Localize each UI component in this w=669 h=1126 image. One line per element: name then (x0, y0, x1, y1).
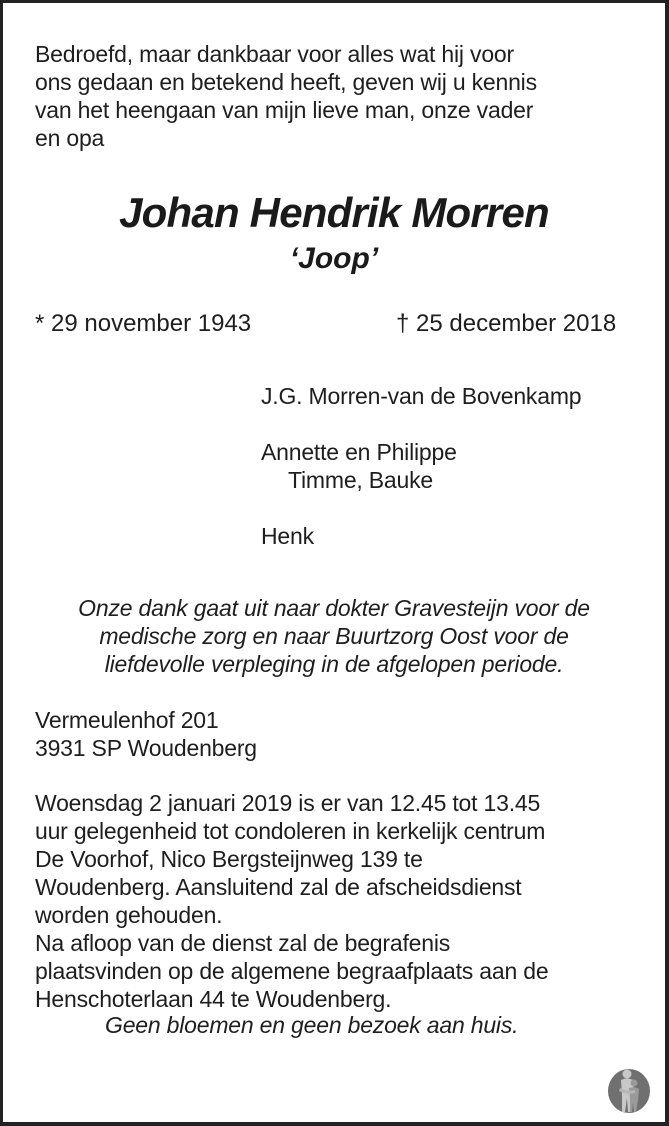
deceased-nickname: ‘Joop’ (289, 242, 379, 275)
family-grandchildren: Timme, Bauke (288, 467, 434, 493)
family-spouse: J.G. Morren-van de Bovenkamp (261, 383, 582, 409)
correspondence-address (35, 706, 257, 762)
family-other: Henk (261, 523, 314, 549)
deceased-name: Johan Hendrik Morren (119, 189, 549, 236)
service-line: Na afloop van de dienst zal de begrafenis (35, 930, 451, 956)
intro-paragraph (35, 40, 537, 152)
birth-date: * 29 november 1943 (35, 310, 252, 337)
intro-line: van het heengaan van mijn lieve man, onze vader (35, 97, 534, 123)
address-line: 3931 SP Woudenberg (35, 735, 257, 761)
service-line: De Voorhof, Nico Bergsteijnweg 139 te (35, 846, 423, 872)
death-date: † 25 december 2018 (396, 310, 617, 337)
service-line: Woensdag 2 januari 2019 is er van 12.45 tot 13.45 (35, 790, 541, 816)
embracing-figures-logo-icon (607, 1066, 651, 1114)
thanks-line: Onze dank gaat uit naar dokter Gravesteijn voor de (78, 595, 590, 621)
intro-line: Bedroefd, maar dankbaar voor alles wat hij voor (35, 41, 514, 67)
family-children: Annette en Philippe (261, 439, 457, 465)
spacer (261, 494, 581, 522)
family-block (261, 382, 581, 550)
thanks-line: medische zorg en naar Buurtzorg Oost voor de (99, 623, 569, 649)
address-line: Vermeulenhof 201 (35, 707, 219, 733)
service-line: uur gelegenheid tot condoleren in kerkelijk centrum (35, 818, 546, 844)
closing-note: Geen bloemen en geen bezoek aan huis. (105, 1012, 519, 1038)
service-line: Henschoterlaan 44 te Woudenberg. (35, 986, 392, 1012)
intro-line: en opa (35, 125, 105, 151)
service-details (35, 789, 548, 1013)
service-line: Woudenberg. Aansluitend zal de afscheidsdienst (35, 874, 522, 900)
service-line: plaatsvinden op de algemene begraafplaats aan de (35, 958, 549, 984)
thanks-paragraph (3, 594, 665, 678)
thanks-line: liefdevolle verpleging in de afgelopen periode. (104, 651, 564, 677)
spacer (261, 410, 581, 438)
service-line: worden gehouden. (35, 902, 223, 928)
intro-line: ons gedaan en betekend heeft, geven wij u kennis (35, 69, 537, 95)
